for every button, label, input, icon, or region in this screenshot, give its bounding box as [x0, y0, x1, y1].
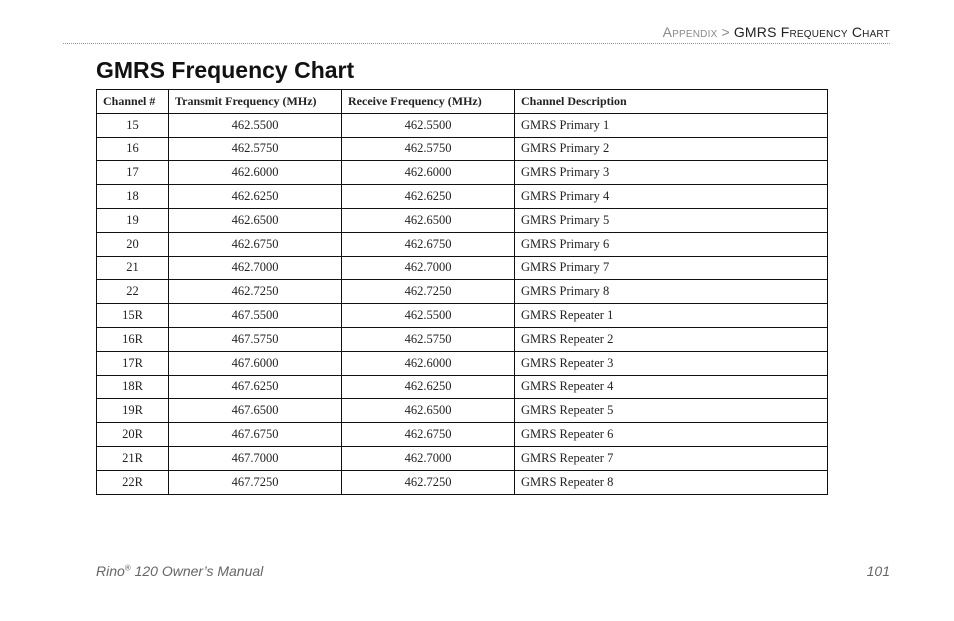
cell-description: GMRS Repeater 5: [515, 399, 828, 423]
column-header-receive: Receive Frequency (MHz): [342, 90, 515, 114]
column-header-transmit: Transmit Frequency (MHz): [169, 90, 342, 114]
cell-channel: 16R: [97, 327, 169, 351]
cell-description: GMRS Repeater 4: [515, 375, 828, 399]
cell-channel: 17: [97, 161, 169, 185]
cell-receive: 462.6750: [342, 232, 515, 256]
cell-receive: 462.5500: [342, 113, 515, 137]
cell-description: GMRS Repeater 3: [515, 351, 828, 375]
breadcrumb-parent: Appendix: [662, 24, 718, 40]
cell-transmit: 462.7250: [169, 280, 342, 304]
column-header-description: Channel Description: [515, 90, 828, 114]
gmrs-frequency-table: [96, 89, 828, 495]
table-row: [97, 470, 828, 494]
page-title: GMRS Frequency Chart: [96, 57, 355, 83]
cell-description: GMRS Primary 7: [515, 256, 828, 280]
cell-transmit: 462.5750: [169, 137, 342, 161]
footer-manual-name: 120 Owner’s Manual: [130, 563, 264, 579]
registered-mark: ®: [124, 563, 131, 573]
cell-receive: 462.5750: [342, 327, 515, 351]
cell-description: GMRS Repeater 6: [515, 423, 828, 447]
cell-description: GMRS Repeater 1: [515, 304, 828, 328]
cell-description: GMRS Primary 4: [515, 185, 828, 209]
cell-receive: 462.6500: [342, 399, 515, 423]
table-row: [97, 185, 828, 209]
cell-transmit: 462.6500: [169, 208, 342, 232]
breadcrumb-current: GMRS Frequency Chart: [733, 24, 890, 40]
table-row: [97, 280, 828, 304]
cell-description: GMRS Repeater 8: [515, 470, 828, 494]
page-number: 101: [866, 563, 890, 579]
cell-receive: 462.5750: [342, 137, 515, 161]
cell-description: GMRS Repeater 7: [515, 446, 828, 470]
cell-receive: 462.5500: [342, 304, 515, 328]
table-row: [97, 327, 828, 351]
cell-channel: 15: [97, 113, 169, 137]
header-dotted-rule: [63, 43, 890, 44]
cell-receive: 462.6000: [342, 351, 515, 375]
cell-transmit: 462.6000: [169, 161, 342, 185]
cell-transmit: 462.6750: [169, 232, 342, 256]
cell-description: GMRS Primary 8: [515, 280, 828, 304]
cell-transmit: 462.7000: [169, 256, 342, 280]
cell-description: GMRS Primary 1: [515, 113, 828, 137]
cell-channel: 18R: [97, 375, 169, 399]
table-row: [97, 113, 828, 137]
cell-receive: 462.7000: [342, 446, 515, 470]
cell-channel: 19R: [97, 399, 169, 423]
cell-transmit: 467.6750: [169, 423, 342, 447]
column-header-channel: Channel #: [97, 90, 169, 114]
cell-receive: 462.6500: [342, 208, 515, 232]
cell-receive: 462.6250: [342, 375, 515, 399]
cell-channel: 17R: [97, 351, 169, 375]
cell-channel: 19: [97, 208, 169, 232]
cell-channel: 22: [97, 280, 169, 304]
table-row: [97, 399, 828, 423]
cell-transmit: 467.6000: [169, 351, 342, 375]
table-row: [97, 423, 828, 447]
cell-receive: 462.6250: [342, 185, 515, 209]
cell-description: GMRS Primary 6: [515, 232, 828, 256]
cell-transmit: 467.7250: [169, 470, 342, 494]
table-row: [97, 375, 828, 399]
cell-description: GMRS Primary 2: [515, 137, 828, 161]
breadcrumb-separator: >: [721, 24, 730, 40]
cell-description: GMRS Repeater 2: [515, 327, 828, 351]
table-row: [97, 351, 828, 375]
cell-receive: 462.7250: [342, 280, 515, 304]
cell-channel: 20: [97, 232, 169, 256]
cell-receive: 462.6750: [342, 423, 515, 447]
cell-channel: 15R: [97, 304, 169, 328]
table-row: [97, 137, 828, 161]
table-row: [97, 304, 828, 328]
cell-channel: 18: [97, 185, 169, 209]
cell-description: GMRS Primary 5: [515, 208, 828, 232]
table-row: [97, 208, 828, 232]
cell-receive: 462.7250: [342, 470, 515, 494]
cell-channel: 22R: [97, 470, 169, 494]
cell-transmit: 462.5500: [169, 113, 342, 137]
cell-channel: 20R: [97, 423, 169, 447]
table-row: [97, 446, 828, 470]
cell-transmit: 467.6500: [169, 399, 342, 423]
footer-product-name: Rino: [96, 563, 125, 579]
cell-transmit: 467.6250: [169, 375, 342, 399]
table-row: [97, 161, 828, 185]
cell-description: GMRS Primary 3: [515, 161, 828, 185]
table-header-row: [97, 90, 828, 114]
table-row: [97, 232, 828, 256]
cell-transmit: 462.6250: [169, 185, 342, 209]
cell-transmit: 467.5500: [169, 304, 342, 328]
table-row: [97, 256, 828, 280]
cell-receive: 462.6000: [342, 161, 515, 185]
cell-channel: 16: [97, 137, 169, 161]
breadcrumb: [663, 24, 890, 40]
cell-receive: 462.7000: [342, 256, 515, 280]
footer-manual-title: [96, 563, 263, 579]
cell-channel: 21R: [97, 446, 169, 470]
cell-transmit: 467.5750: [169, 327, 342, 351]
cell-channel: 21: [97, 256, 169, 280]
cell-transmit: 467.7000: [169, 446, 342, 470]
